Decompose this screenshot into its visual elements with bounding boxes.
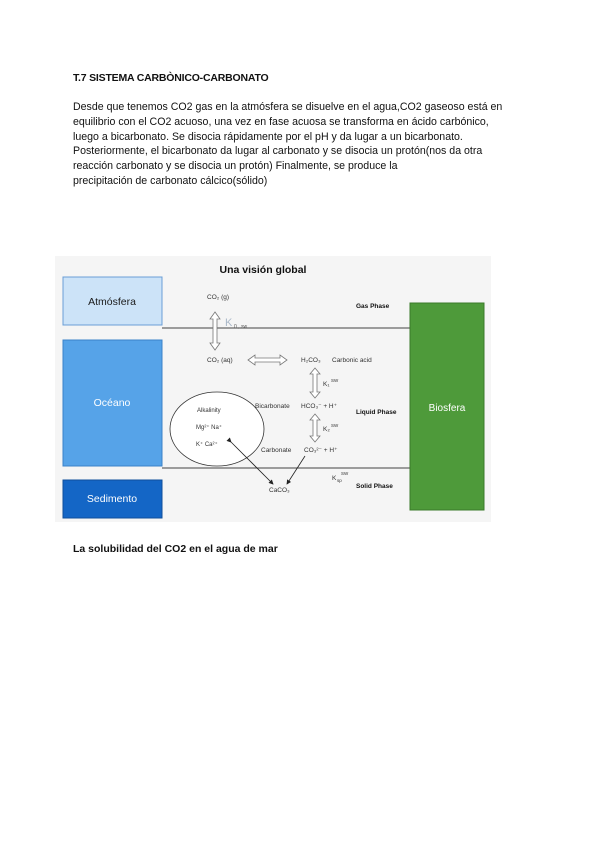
ksp-subscript: sp [337, 478, 342, 483]
ksp-superscript: SW [341, 471, 349, 476]
k2-symbol: K₂ [323, 426, 330, 433]
sedimento-label: Sedimento [86, 493, 138, 505]
intro-paragraph [73, 100, 533, 189]
gas-phase-label: Gas Phase [356, 303, 390, 310]
co3-label: CO₃²⁻ + H⁺ [304, 447, 338, 454]
bicarbonate-label: Bicarbonate [255, 403, 290, 410]
paragraph-line: equilibrio con el CO2 acuoso, una vez en fase acuosa se transforma en ácido carbónico, [73, 115, 489, 128]
co2-gas-label: CO₂ (g) [207, 294, 230, 301]
h2co3-label: H₂CO₃ [301, 357, 321, 364]
paragraph-line: reacción carbonato y se disocia un protón) Finalmente, se produce la [73, 160, 398, 173]
hco3-label: HCO₃⁻ + H⁺ [301, 403, 338, 410]
section-heading: T.7 SISTEMA CARBÒNICO-CARBONATO [73, 72, 269, 84]
biosfera-label: Biosfera [428, 403, 466, 414]
k2-equilibrium-arrow [310, 414, 320, 442]
co2-aq-label: CO₂ (aq) [207, 357, 233, 364]
k0-equilibrium-arrow [210, 312, 220, 350]
alkalinity-title: Alkalinity [197, 408, 221, 414]
k1-equilibrium-arrow [310, 368, 320, 398]
alkalinity-ions-line2: K⁺ Ca²⁺ [196, 442, 218, 448]
paragraph-line: Desde que tenemos CO2 gas en la atmósfera se disuelve en el agua,CO2 gaseoso está en [73, 101, 503, 113]
paragraph-line: Posteriormente, el bicarbonato da lugar al carbonato y se disocia un protón(nos da otra [73, 145, 483, 158]
precipitation-arrow [287, 456, 305, 484]
atmosfera-label: Atmósfera [88, 296, 136, 308]
hydration-equilibrium-arrow [248, 355, 287, 365]
k0-symbol: K [225, 317, 233, 329]
paragraph-line: luego a bicarbonato. Se disocia rápidamente por el pH y da lugar a un bicarbonato. [73, 130, 463, 143]
diagram-svg [55, 256, 491, 522]
liquid-phase-label: Liquid Phase [356, 409, 397, 416]
k1-superscript: SW [331, 378, 339, 383]
diagram-title: Una visión global [219, 264, 307, 276]
alkalinity-ions-line1: Mg²⁺ Na⁺ [196, 425, 223, 431]
k0-subscript: 0 , sw [234, 324, 248, 330]
carbonate-system-diagram [55, 256, 491, 522]
k1-symbol: K₁ [323, 381, 330, 388]
ksp-symbol: K [332, 475, 337, 482]
solubility-subheading: La solubilidad del CO2 en el agua de mar [73, 543, 278, 555]
caco3-label: CaCO₃ [269, 487, 290, 494]
carbonic-acid-label: Carbonic acid [332, 357, 372, 364]
k2-superscript: SW [331, 423, 339, 428]
paragraph-line: precipitación de carbonato cálcico(sólido) [73, 174, 268, 187]
oceano-label: Océano [93, 397, 131, 409]
solid-phase-label: Solid Phase [356, 483, 393, 490]
carbonate-label: Carbonate [261, 447, 292, 454]
